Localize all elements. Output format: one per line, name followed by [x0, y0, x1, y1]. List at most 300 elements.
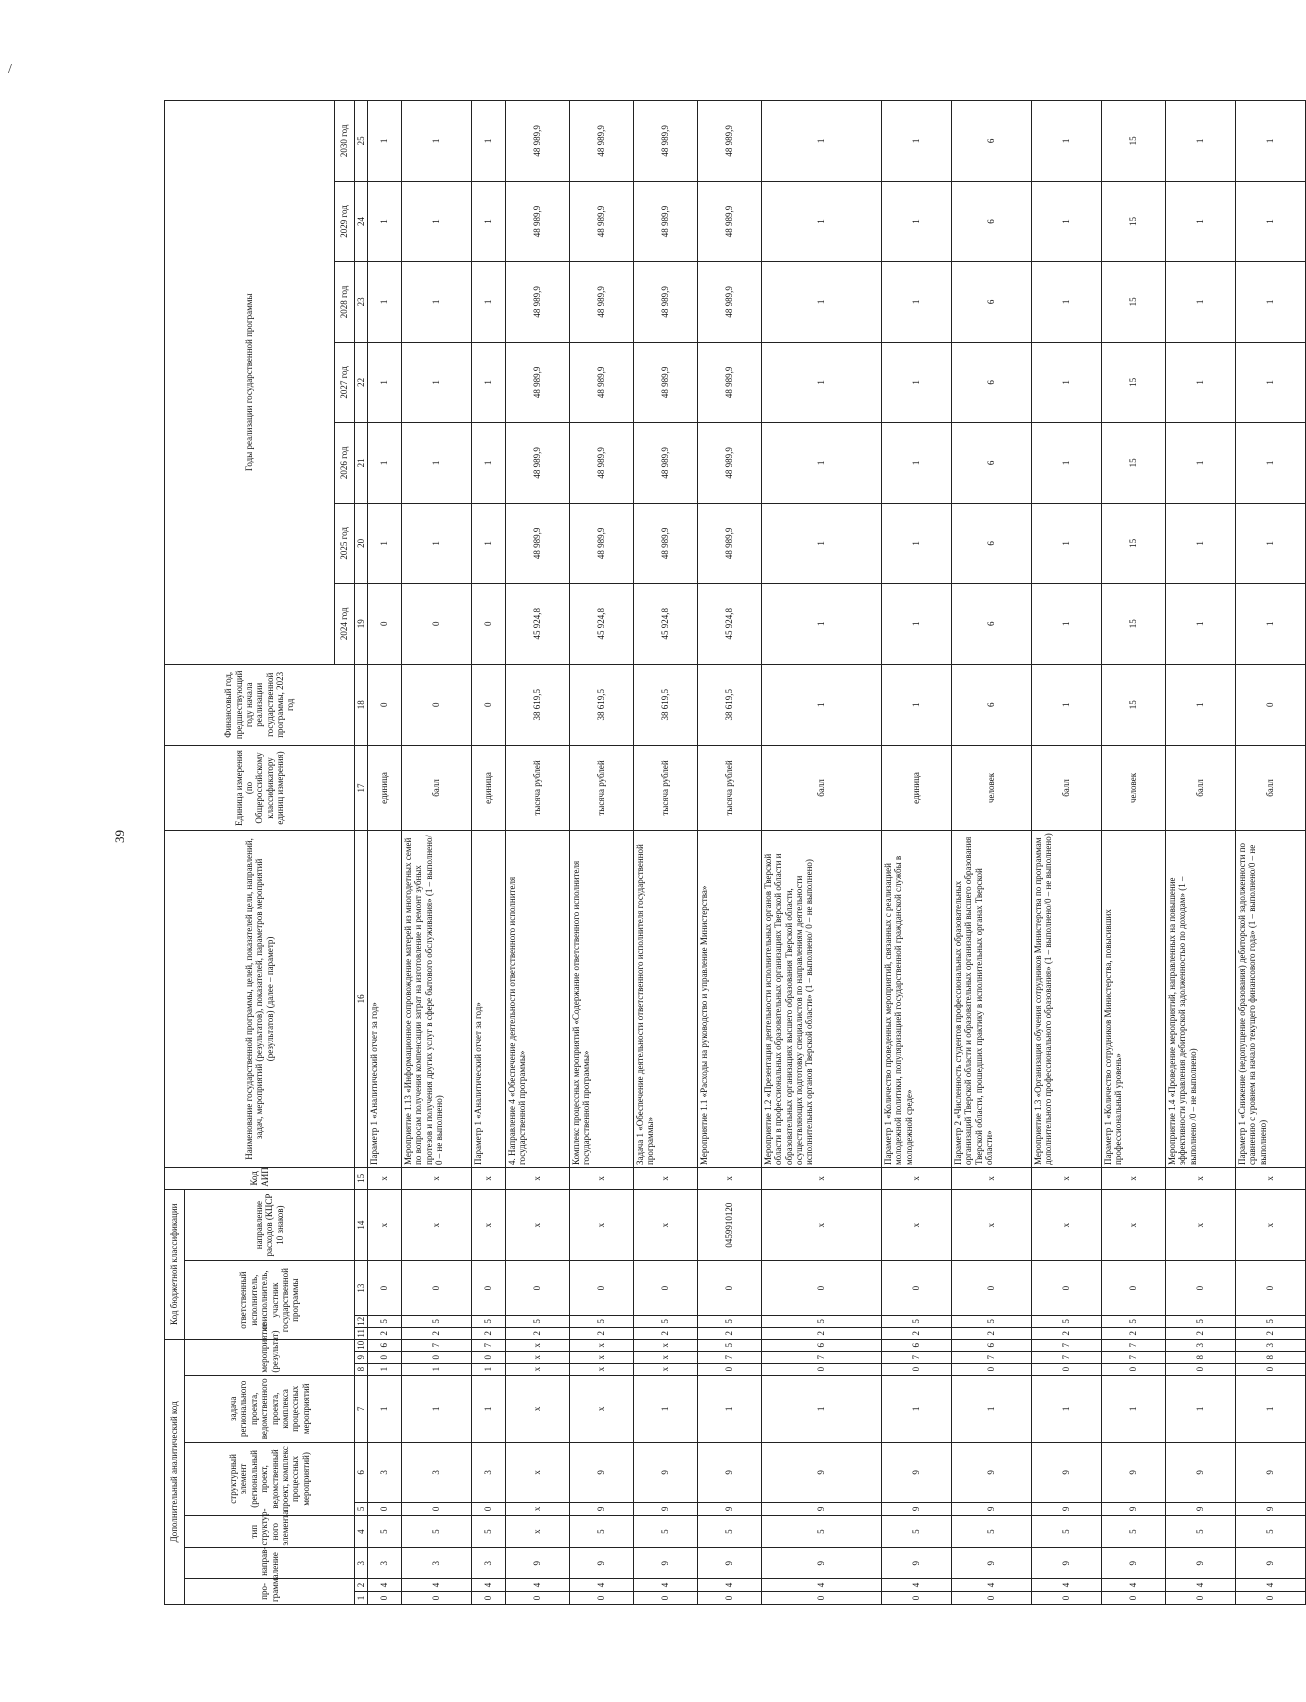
code-cell: 9: [1236, 1502, 1306, 1515]
code-cell: x: [506, 1443, 570, 1503]
code-cell: x: [506, 1363, 570, 1375]
year-value: 1: [882, 101, 952, 182]
table-row: [634, 101, 698, 1605]
code-cell: 6: [882, 1339, 952, 1351]
code-cell: 1: [368, 1363, 402, 1375]
direction-header: направ-ление: [185, 1548, 355, 1578]
column-number: 18: [355, 664, 368, 746]
code-cell: 4: [368, 1578, 402, 1591]
year-value: 48 989,9: [634, 262, 698, 342]
code-cell: 1: [402, 1375, 472, 1442]
year-value: 1: [762, 342, 882, 422]
year-value: 48 989,9: [506, 262, 570, 342]
code-cell: 9: [1032, 1443, 1102, 1503]
code-cell: 0: [698, 1363, 762, 1375]
base-value: 38 619,5: [506, 664, 570, 746]
table-row: [762, 101, 882, 1605]
table-row: [506, 101, 570, 1605]
year-value: 6: [952, 584, 1032, 664]
code-cell: 0: [634, 1591, 698, 1604]
year-value: 1: [882, 584, 952, 664]
code-cell: 5: [368, 1315, 402, 1327]
code-cell: x: [506, 1167, 570, 1189]
table-row: [1236, 101, 1306, 1605]
code-cell: 7: [1032, 1339, 1102, 1351]
year-header: 2028 год: [335, 262, 355, 342]
year-value: 1: [1032, 584, 1102, 664]
code-cell: 0: [1102, 1363, 1166, 1375]
event-header: мероприятие (результат): [185, 1339, 355, 1375]
row-unit: балл: [1032, 746, 1102, 831]
code-cell: x: [634, 1339, 698, 1351]
code-cell: 2: [368, 1327, 402, 1339]
year-value: 15: [1102, 584, 1166, 664]
code-cell: 0: [402, 1591, 472, 1604]
code-cell: 0: [570, 1591, 634, 1604]
year-value: 1: [368, 181, 402, 261]
code-cell: 9: [1166, 1443, 1236, 1503]
code-cell: 5: [1166, 1315, 1236, 1327]
year-value: 1: [1166, 423, 1236, 503]
code-cell: 0: [762, 1591, 882, 1604]
code-cell: 8: [1236, 1351, 1306, 1363]
column-number: 10: [355, 1340, 366, 1350]
code-cell: 9: [506, 1548, 570, 1578]
code-cell: x: [570, 1339, 634, 1351]
code-cell: 9: [1032, 1548, 1102, 1578]
code-cell: 9: [952, 1443, 1032, 1503]
code-cell: x: [506, 1339, 570, 1351]
code-cell: 0: [368, 1502, 402, 1515]
code-cell: 0: [1032, 1261, 1102, 1315]
code-cell: 3: [1166, 1339, 1236, 1351]
code-cell: 7: [952, 1351, 1032, 1363]
code-cell: x: [634, 1189, 698, 1261]
year-value: 6: [952, 101, 1032, 182]
year-header: 2025 год: [335, 503, 355, 583]
row-name: Параметр 1 «Количество проведенных мероприятий, связанных с реализацией молодежной политики, популяризацией государственной гражданской службы в молодежной среде»: [882, 830, 952, 1167]
code-cell: 7: [698, 1351, 762, 1363]
row-unit: человек: [1102, 746, 1166, 831]
year-value: 6: [952, 262, 1032, 342]
code-cell: 5: [1102, 1515, 1166, 1548]
column-number: 3: [355, 1548, 368, 1578]
year-value: 1: [1166, 584, 1236, 664]
table-row: [472, 101, 506, 1605]
year-header: 2024 год: [335, 584, 355, 664]
column-number-row: [355, 101, 368, 1605]
rotated-table-wrapper: [164, 100, 1276, 1605]
code-cell: 9: [1236, 1443, 1306, 1503]
code-cell: 0: [368, 1351, 402, 1363]
code-cell: 0: [402, 1502, 472, 1515]
code-cell: 1: [1236, 1375, 1306, 1442]
year-value: 48 989,9: [698, 101, 762, 182]
code-cell: x: [634, 1363, 698, 1375]
table-row: [368, 101, 402, 1605]
base-value: 0: [368, 664, 402, 746]
code-cell: 3: [1236, 1339, 1306, 1351]
year-value: 48 989,9: [698, 342, 762, 422]
code-cell: 0: [1166, 1261, 1236, 1315]
year-value: 0: [368, 584, 402, 664]
code-cell: x: [1166, 1167, 1236, 1189]
base-year-header: Финансовый год, предшествующий году начала реализации государственной программы, 2023 год: [165, 664, 355, 746]
code-cell: x: [1102, 1189, 1166, 1261]
code-cell: 0: [882, 1363, 952, 1375]
code-cell: 0: [506, 1591, 570, 1604]
code-cell: 5: [1236, 1315, 1306, 1327]
code-cell: x: [634, 1351, 698, 1363]
code-cell: 7: [762, 1351, 882, 1363]
row-name: Мероприятие 1.2 «Презентация деятельности исполнительных органов Тверской области в профессиональных образовательных организациях Тверской области и образовательных организациях высшего образования Тверской области, осуществляющих подготовку специалистов по направлениям деятельности исполнительных органов Тверской области» (1 – выполнено/ 0 – не выполнено): [762, 830, 882, 1167]
code-cell: x: [1236, 1167, 1306, 1189]
year-value: 48 989,9: [506, 423, 570, 503]
code-cell: x: [882, 1167, 952, 1189]
code-cell: 9: [762, 1548, 882, 1578]
code-cell: x: [506, 1515, 570, 1548]
code-cell: 7: [472, 1339, 506, 1351]
code-cell: 0: [1166, 1363, 1236, 1375]
row-unit: балл: [762, 746, 882, 831]
year-value: 1: [1236, 423, 1306, 503]
code-cell: 4: [402, 1578, 472, 1591]
year-value: 0: [402, 584, 472, 664]
year-value: 1: [1032, 342, 1102, 422]
year-value: 48 989,9: [570, 503, 634, 583]
code-cell: x: [506, 1375, 570, 1442]
code-cell: 9: [882, 1502, 952, 1515]
code-cell: 9: [634, 1502, 698, 1515]
code-cell: x: [634, 1167, 698, 1189]
year-value: 0: [472, 584, 506, 664]
type-header: тип структур-ного элемента: [185, 1515, 355, 1548]
table-row: [1102, 101, 1166, 1605]
year-value: 1: [1166, 342, 1236, 422]
code-cell: 4: [506, 1578, 570, 1591]
year-value: 48 989,9: [634, 181, 698, 261]
table-row: [402, 101, 472, 1605]
code-cell: 0: [1236, 1261, 1306, 1315]
code-cell: 2: [472, 1327, 506, 1339]
years-header: Годы реализации государственной программы: [165, 101, 335, 665]
year-value: 1: [472, 423, 506, 503]
year-value: 1: [1166, 181, 1236, 261]
code-cell: 3: [368, 1548, 402, 1578]
table-row: [882, 101, 952, 1605]
code-cell: x: [472, 1189, 506, 1261]
year-value: 1: [1236, 262, 1306, 342]
row-unit: тысяча рублей: [570, 746, 634, 831]
aip-header: Код АИП: [165, 1167, 355, 1189]
code-cell: 0: [402, 1261, 472, 1315]
year-value: 1: [1166, 262, 1236, 342]
column-number: 22: [355, 342, 368, 422]
year-header: 2027 год: [335, 342, 355, 422]
code-cell: 5: [762, 1515, 882, 1548]
code-cell: 0: [402, 1351, 472, 1363]
year-value: 1: [402, 423, 472, 503]
year-value: 48 989,9: [570, 262, 634, 342]
code-cell: 3: [368, 1443, 402, 1503]
code-cell: 1: [698, 1375, 762, 1442]
code-cell: 1: [762, 1375, 882, 1442]
code-cell: x: [570, 1351, 634, 1363]
year-header: 2026 год: [335, 423, 355, 503]
year-value: 1: [368, 423, 402, 503]
code-cell: 0: [506, 1261, 570, 1315]
year-value: 48 989,9: [506, 503, 570, 583]
code-cell: 5: [1032, 1315, 1102, 1327]
column-number: 23: [355, 262, 368, 342]
year-value: 1: [1032, 503, 1102, 583]
year-value: 1: [1166, 101, 1236, 182]
code-cell: 4: [1102, 1578, 1166, 1591]
column-number: 5: [355, 1502, 368, 1515]
code-cell: 0: [1102, 1261, 1166, 1315]
code-cell: 1: [1032, 1375, 1102, 1442]
row-unit: балл: [1166, 746, 1236, 831]
table-row: [1166, 101, 1236, 1605]
year-value: 1: [368, 503, 402, 583]
row-name: Комплекс процессных мероприятий «Содержание ответственного исполнителя государственной программы»: [570, 830, 634, 1167]
row-unit: балл: [402, 746, 472, 831]
code-cell: x: [1166, 1189, 1236, 1261]
row-name: Параметр 2 «Численность студентов профессиональных образовательных организаций Тверской области и образовательных организаций высшего образования Тверской области, прошедших практику в исполнительных органах Тверской области»: [952, 830, 1032, 1167]
code-cell: x: [506, 1189, 570, 1261]
code-cell: 1: [472, 1375, 506, 1442]
year-value: 48 989,9: [506, 101, 570, 182]
code-cell: 6: [762, 1339, 882, 1351]
code-cell: x: [570, 1167, 634, 1189]
code-cell: 0: [472, 1351, 506, 1363]
code-cell: 2: [762, 1327, 882, 1339]
page-number: 39: [112, 830, 127, 843]
code-cell: x: [952, 1167, 1032, 1189]
year-value: 48 989,9: [634, 503, 698, 583]
year-value: 1: [882, 503, 952, 583]
code-cell: 3: [402, 1443, 472, 1503]
year-value: 1: [1236, 342, 1306, 422]
program-header: про-грамма: [185, 1578, 355, 1604]
code-cell: 9: [762, 1502, 882, 1515]
code-cell: 2: [634, 1327, 698, 1339]
code-cell: 5: [952, 1315, 1032, 1327]
year-value: 1: [1236, 584, 1306, 664]
code-cell: 4: [1032, 1578, 1102, 1591]
year-value: 1: [472, 101, 506, 182]
year-value: 1: [1032, 181, 1102, 261]
year-value: 1: [472, 181, 506, 261]
struct-header: структурный элемент (региональный проект, ведомственный проект, комплекс процессных мероприятий): [185, 1443, 355, 1516]
code-cell: 6: [952, 1339, 1032, 1351]
unit-header: Единица измерения (по Общероссийскому классификатору единиц измерения): [165, 746, 355, 831]
year-value: 1: [1236, 503, 1306, 583]
year-value: 48 989,9: [506, 342, 570, 422]
code-cell: 9: [882, 1443, 952, 1503]
code-cell: 2: [1032, 1327, 1102, 1339]
year-value: 6: [952, 423, 1032, 503]
code-cell: 5: [952, 1515, 1032, 1548]
code-cell: x: [570, 1189, 634, 1261]
code-cell: 5: [402, 1515, 472, 1548]
code-cell: 2: [1166, 1327, 1236, 1339]
year-value: 6: [952, 342, 1032, 422]
year-value: 1: [882, 181, 952, 261]
year-value: 1: [1236, 101, 1306, 182]
year-value: 48 989,9: [698, 423, 762, 503]
code-cell: 5: [368, 1515, 402, 1548]
year-value: 1: [762, 101, 882, 182]
column-number: 12: [355, 1316, 366, 1326]
base-value: 0: [1236, 664, 1306, 746]
year-value: 45 924,8: [570, 584, 634, 664]
column-number: 20: [355, 503, 368, 583]
code-cell: 5: [698, 1315, 762, 1327]
base-value: 1: [882, 664, 952, 746]
year-value: 6: [952, 503, 1032, 583]
year-value: 6: [952, 181, 1032, 261]
column-number: 2: [355, 1578, 368, 1591]
code-cell: 2: [882, 1327, 952, 1339]
program-table: [164, 100, 1306, 1605]
code-cell: x: [952, 1189, 1032, 1261]
base-value: 0: [402, 664, 472, 746]
year-value: 1: [368, 262, 402, 342]
code-cell: 9: [762, 1443, 882, 1503]
year-value: 48 989,9: [506, 181, 570, 261]
code-cell: 5: [1032, 1515, 1102, 1548]
code-cell: x: [402, 1189, 472, 1261]
executor-header: ответственный исполнитель, соисполнитель, участник государственной программы: [185, 1261, 355, 1339]
code-cell: x: [506, 1502, 570, 1515]
code-cell: x: [762, 1167, 882, 1189]
row-name: Мероприятие 1.13 «Информационное сопровождение матерей из многодетных семей по вопросам получения компенсации затрат на изготовление и ремонт зубных протезов и получения других услуг в сфере бытового обслуживания» (1 – выполнено/ 0 – не выполнено): [402, 830, 472, 1167]
code-cell: x: [1102, 1167, 1166, 1189]
row-name: Мероприятие 1.1 «Расходы на руководство и управление Министерства»: [698, 830, 762, 1167]
code-cell: 9: [1102, 1548, 1166, 1578]
code-cell: 0: [1032, 1591, 1102, 1604]
row-name: Мероприятие 1.4 «Проведение мероприятий, направленных на повышение эффективности управления дебиторской задолженностью по доходам» (1 – выполнено /0 – не выполнено): [1166, 830, 1236, 1167]
expense-header: направление расходов (КЦСР 10 знаков): [185, 1189, 355, 1261]
code-cell: x: [570, 1375, 634, 1442]
code-cell: 4: [952, 1578, 1032, 1591]
year-value: 48 989,9: [634, 101, 698, 182]
row-unit: тысяча рублей: [506, 746, 570, 831]
column-number: 14: [355, 1189, 368, 1261]
code-cell: 0: [570, 1261, 634, 1315]
column-number: 16: [355, 830, 368, 1167]
code-cell: x: [698, 1167, 762, 1189]
column-number: 24: [355, 181, 368, 261]
row-name: Параметр 1 «Аналитический отчет за год»: [368, 830, 402, 1167]
row-name: Задача 1 «Обеспечение деятельности ответственного исполнителя государственной программы»: [634, 830, 698, 1167]
code-cell: x: [1236, 1189, 1306, 1261]
column-number: 13: [355, 1261, 368, 1315]
year-value: 15: [1102, 262, 1166, 342]
column-number: 15: [355, 1167, 368, 1189]
code-cell: 9: [952, 1548, 1032, 1578]
margin-mark: /: [8, 62, 12, 77]
year-value: 1: [1032, 262, 1102, 342]
code-cell: 0: [472, 1591, 506, 1604]
code-cell: 9: [1166, 1548, 1236, 1578]
row-name: Мероприятие 1.3 «Организация обучения сотрудников Министерства по программам дополнительного профессионального образования» (1 – выполнено/0 – не выполнено): [1032, 830, 1102, 1167]
code-cell: 0: [762, 1261, 882, 1315]
code-cell: 1: [368, 1375, 402, 1442]
code-cell: 2: [506, 1327, 570, 1339]
code-cell: x: [506, 1351, 570, 1363]
code-cell: 5: [698, 1339, 762, 1351]
code-cell: 0: [952, 1261, 1032, 1315]
code-cell: 5: [634, 1315, 698, 1327]
code-cell: 0: [952, 1591, 1032, 1604]
code-cell: 5: [698, 1515, 762, 1548]
code-cell: 1: [402, 1363, 472, 1375]
budget-code-header: Код бюджетной классификации: [165, 1189, 185, 1339]
row-unit: единица: [472, 746, 506, 831]
year-header: 2030 год: [335, 101, 355, 182]
code-cell: 2: [952, 1327, 1032, 1339]
code-cell: 9: [698, 1502, 762, 1515]
year-value: 48 989,9: [698, 181, 762, 261]
code-cell: 0: [1166, 1591, 1236, 1604]
row-name: Параметр 1 «Количество сотрудников Министерства, повысивших профессиональный уровень»: [1102, 830, 1166, 1167]
row-unit: единица: [882, 746, 952, 831]
row-unit: единица: [368, 746, 402, 831]
code-cell: 1: [1166, 1375, 1236, 1442]
year-value: 1: [472, 503, 506, 583]
year-value: 45 924,8: [634, 584, 698, 664]
column-number: 7: [355, 1375, 368, 1442]
code-cell: 1: [952, 1375, 1032, 1442]
year-value: 1: [882, 423, 952, 503]
name-header: Наименование государственной программы, целей, показателей цели, направлений, задач, мероприятий (результатов), показателей, параметров мероприятий (результатов) (далее – параметр): [165, 830, 355, 1167]
year-value: 1: [762, 503, 882, 583]
code-cell: 4: [634, 1578, 698, 1591]
column-number: 17: [355, 746, 368, 831]
code-cell: 0: [1236, 1363, 1306, 1375]
column-number: 21: [355, 423, 368, 503]
code-cell: 5: [402, 1315, 472, 1327]
code-cell: 9: [570, 1502, 634, 1515]
code-cell: 0: [1032, 1363, 1102, 1375]
code-cell: 9: [698, 1443, 762, 1503]
code-cell: 2: [570, 1327, 634, 1339]
code-cell: 4: [698, 1578, 762, 1591]
year-value: 1: [402, 181, 472, 261]
code-cell: x: [1032, 1167, 1102, 1189]
year-value: 15: [1102, 342, 1166, 422]
base-value: 1: [762, 664, 882, 746]
analytic-code-header: Дополнительный аналитический код: [165, 1339, 185, 1604]
year-value: 1: [762, 584, 882, 664]
code-cell: x: [472, 1167, 506, 1189]
code-cell: 0: [882, 1591, 952, 1604]
code-cell: 5: [570, 1315, 634, 1327]
code-cell: x: [1032, 1189, 1102, 1261]
code-cell: 5: [1236, 1515, 1306, 1548]
column-number: 4: [355, 1515, 368, 1548]
row-unit: человек: [952, 746, 1032, 831]
code-cell: x: [368, 1189, 402, 1261]
year-value: 1: [762, 423, 882, 503]
year-value: 1: [1166, 503, 1236, 583]
code-cell: 9: [1102, 1502, 1166, 1515]
year-value: 15: [1102, 423, 1166, 503]
table-body: [368, 101, 1306, 1605]
code-cell: 6: [368, 1339, 402, 1351]
